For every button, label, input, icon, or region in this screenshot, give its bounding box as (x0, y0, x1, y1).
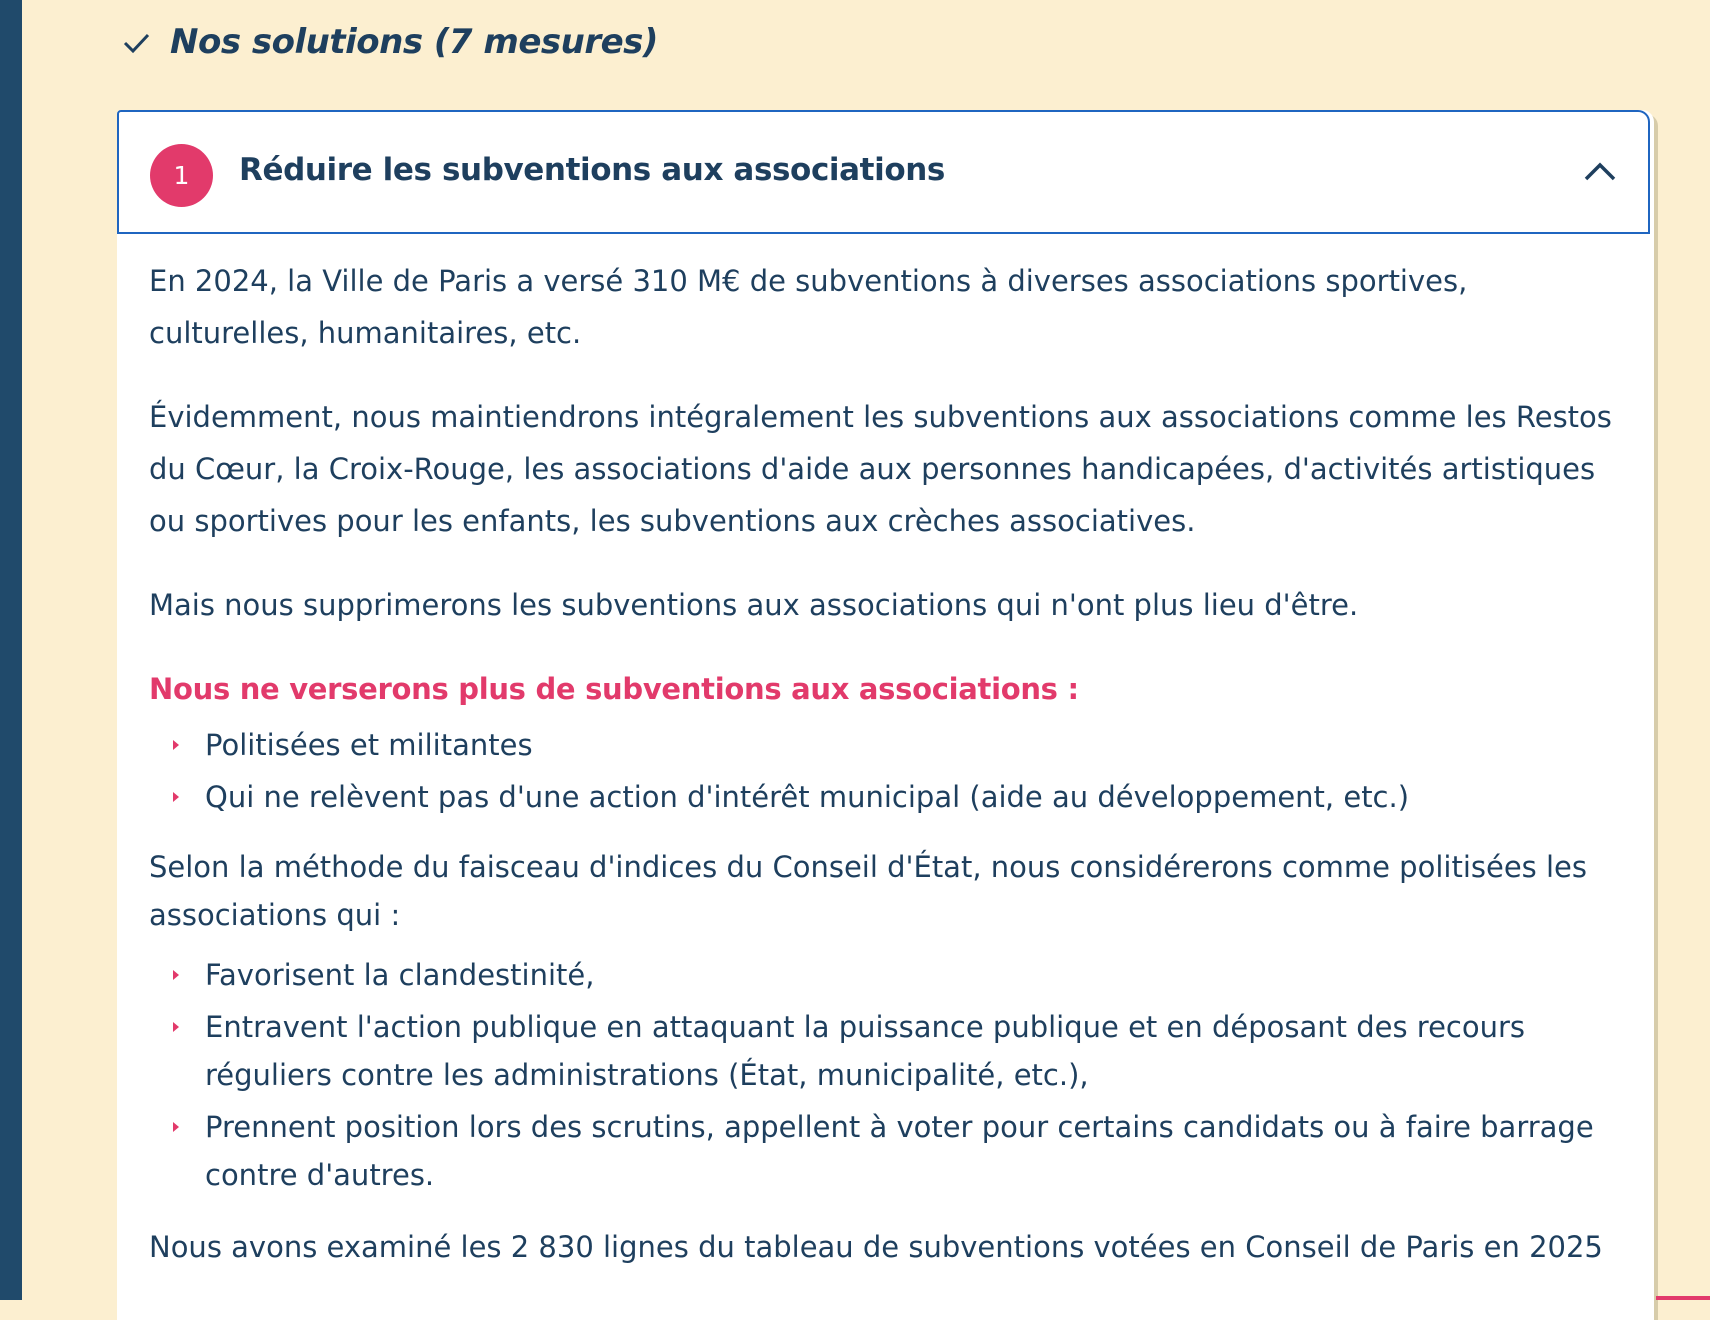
list-item-text: Favorisent la clandestinité, (205, 958, 595, 992)
paragraph: Mais nous supprimerons les subventions aux associations qui n'ont plus lieu d'être. (149, 588, 1359, 622)
left-accent-bar (0, 0, 22, 1300)
measure-card (117, 110, 1654, 1320)
list-item-text: Qui ne relèvent pas d'une action d'intérêt municipal (aide au développement, etc.) (205, 780, 1410, 814)
section-header (120, 22, 658, 62)
bullet-triangle-icon (173, 1122, 179, 1132)
check-icon (120, 26, 152, 58)
list-item-text: Prennent position lors des scrutins, appellent à voter pour certains candidats ou à faire barrage contre d'autres. (205, 1110, 1594, 1192)
closing-paragraph: Nous avons examiné les 2 830 lignes du tableau de subventions votées en Conseil de Paris en 2025 (149, 1230, 1603, 1264)
paragraph: En 2024, la Ville de Paris a versé 310 M€ de subventions à diverses associations sportives, culturelles, humanitaires, etc. (149, 264, 1468, 350)
measure-number-badge: 1 (150, 144, 213, 207)
measure-title: Réduire les subventions aux associations (239, 152, 945, 188)
highlight-heading: Nous ne verserons plus de subventions aux associations : (149, 672, 1079, 706)
chevron-up-icon[interactable] (1582, 158, 1618, 184)
paragraph: Évidemment, nous maintiendrons intégralement les subventions aux associations comme les Restos du Cœur, la Croix-Rouge, les associations d'aide aux personnes handicapées, d'activités artistiques ou sportives pour les enfants, les subventions aux crèches associatives. (149, 400, 1612, 538)
bullet-triangle-icon (173, 740, 179, 750)
list-item-text: Entravent l'action publique en attaquant la puissance publique et en déposant des recours réguliers contre les administrations (État, municipalité, etc.), (205, 1010, 1526, 1092)
list-item-text: Politisées et militantes (205, 728, 533, 762)
bullet-triangle-icon (173, 792, 179, 802)
scroll-indicator (1656, 1296, 1710, 1300)
bullet-triangle-icon (173, 970, 179, 980)
bullet-triangle-icon (173, 1022, 179, 1032)
exclusion-list (149, 721, 1629, 821)
list-item (205, 1003, 1629, 1099)
section-title: Nos solutions (7 mesures) (170, 22, 658, 62)
list-item (205, 1103, 1629, 1199)
criteria-intro: Selon la méthode du faisceau d'indices du Conseil d'État, nous considérerons comme politisées les associations qui : (149, 850, 1588, 932)
list-item (205, 773, 1629, 821)
criteria-list (149, 951, 1629, 1199)
accordion-header[interactable] (117, 110, 1650, 234)
list-item (205, 951, 1629, 999)
list-item (205, 721, 1629, 769)
measure-content (149, 255, 1629, 1305)
